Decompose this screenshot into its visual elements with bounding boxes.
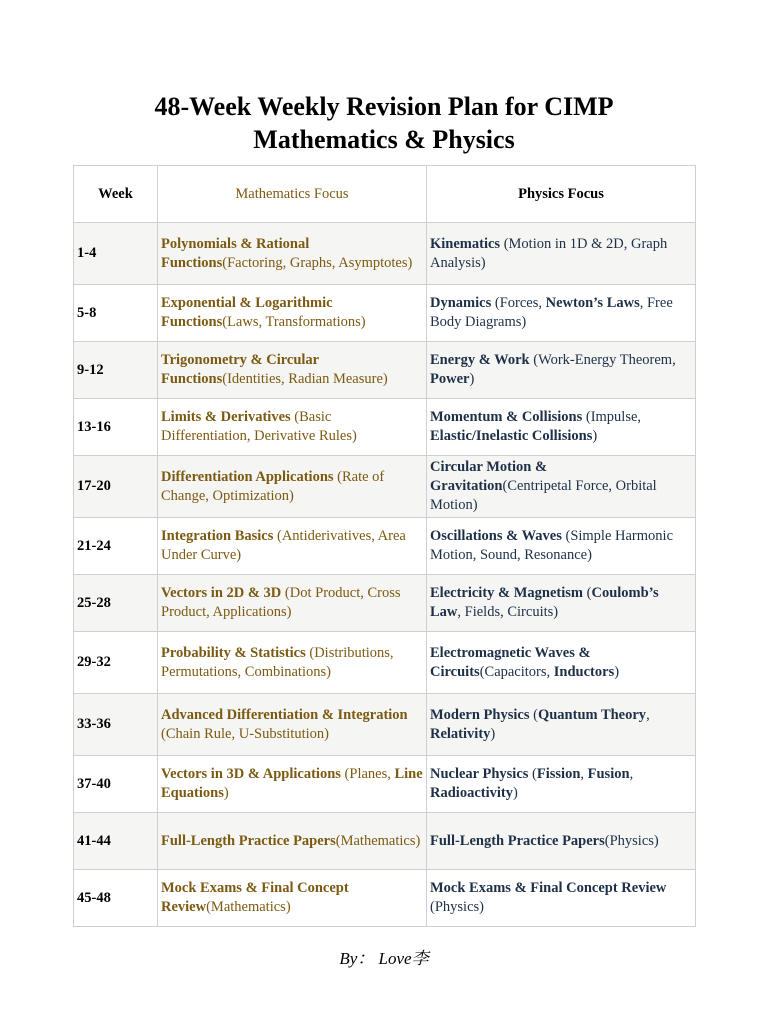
physics-focus-text: Relativity	[430, 725, 491, 742]
math-focus-text: (Rate of Change, Optimization)	[161, 468, 385, 504]
math-focus-cell	[158, 399, 427, 456]
math-focus-text: Polynomials & Rational Functions	[161, 235, 310, 271]
physics-focus-text: (Forces,	[491, 295, 546, 311]
physics-focus-text: )	[592, 428, 598, 444]
physics-focus-text: (	[529, 706, 538, 723]
physics-focus-text: (Physics)	[604, 832, 659, 849]
physics-focus-cell	[427, 756, 696, 813]
title-line-1: 48-Week Weekly Revision Plan for CIMP	[154, 92, 614, 121]
physics-focus-cell	[427, 632, 696, 694]
physics-focus-text: (	[528, 766, 537, 782]
table-row	[74, 223, 696, 285]
math-focus-text: Line Equations	[161, 766, 423, 801]
math-focus-cell	[158, 285, 427, 342]
table-row	[74, 399, 696, 456]
math-focus-cell	[158, 870, 427, 927]
math-focus-text: (Antiderivatives, Area Under Curve)	[161, 528, 406, 563]
math-focus-cell	[158, 632, 427, 694]
week-cell: 29-32	[74, 632, 158, 694]
physics-focus-text: Electricity & Magnetism	[430, 585, 584, 601]
math-focus-text: Differentiation Applications	[161, 468, 334, 485]
math-focus-cell	[158, 575, 427, 632]
physics-focus-cell	[427, 456, 696, 518]
physics-focus-text: Mock Exams & Final Concept Review	[430, 880, 667, 896]
title-line-2: Mathematics & Physics	[253, 125, 515, 154]
physics-focus-text: Momentum & Collisions	[430, 409, 583, 425]
header-math: Mathematics Focus	[158, 166, 427, 223]
math-focus-text: (Dot Product, Cross Product, Applications)	[161, 585, 401, 620]
math-focus-text: Vectors in 3D & Applications	[161, 766, 341, 782]
table-row	[74, 518, 696, 575]
byline: By： Love李	[339, 949, 429, 968]
math-focus-text: Trigonometry & Circular Functions	[161, 352, 319, 387]
physics-focus-text: )	[614, 663, 620, 680]
physics-focus-text: Modern Physics	[430, 706, 530, 723]
math-focus-text: Vectors in 2D & 3D	[161, 585, 282, 601]
math-focus-text: (Identities, Radian Measure)	[222, 371, 388, 387]
physics-focus-text: Quantum Theory	[537, 706, 647, 723]
physics-focus-cell	[427, 399, 696, 456]
physics-focus-text: Fission	[536, 766, 581, 782]
physics-focus-text: , Fields, Circuits)	[457, 604, 559, 620]
table-row	[74, 694, 696, 756]
week-cell: 25-28	[74, 575, 158, 632]
week-cell: 37-40	[74, 756, 158, 813]
math-focus-text: Full-Length Practice Papers	[161, 832, 336, 849]
page-title	[0, 90, 768, 156]
physics-focus-text: Newton’s Laws	[545, 295, 640, 311]
math-focus-text: )	[223, 785, 229, 801]
table-row	[74, 756, 696, 813]
physics-focus-text: Energy & Work	[430, 352, 530, 368]
table-header-row	[74, 166, 696, 223]
math-focus-cell	[158, 813, 427, 870]
physics-focus-text: Nuclear Physics	[430, 766, 529, 782]
physics-focus-text: Full-Length Practice Papers	[430, 832, 605, 849]
physics-focus-text: Electromagnetic Waves & Circuits	[430, 644, 591, 680]
table-row	[74, 456, 696, 518]
math-focus-text: (Distributions, Permutations, Combinations)	[161, 644, 394, 680]
physics-focus-text: (Physics)	[430, 899, 484, 915]
physics-focus-text: Fusion	[587, 766, 630, 782]
physics-focus-cell	[427, 518, 696, 575]
physics-focus-text: (Impulse,	[582, 409, 642, 425]
week-cell: 9-12	[74, 342, 158, 399]
table-row	[74, 870, 696, 927]
math-focus-cell	[158, 756, 427, 813]
physics-focus-cell	[427, 223, 696, 285]
math-focus-cell	[158, 223, 427, 285]
physics-focus-text: (Centripetal Force, Orbital Motion)	[430, 478, 657, 513]
physics-focus-text: )	[512, 785, 518, 801]
physics-focus-text: Coulomb’s Law	[430, 585, 659, 620]
table-row	[74, 575, 696, 632]
physics-focus-text: Inductors	[553, 663, 615, 680]
physics-focus-text: Dynamics	[430, 295, 492, 311]
table-body	[74, 223, 696, 927]
table-row	[74, 632, 696, 694]
physics-focus-text: Elastic/Inelastic Collisions	[430, 428, 593, 444]
physics-focus-text: (Simple Harmonic Motion, Sound, Resonance)	[430, 528, 674, 563]
physics-focus-text: Circular Motion & Gravitation	[430, 459, 548, 494]
table-row	[74, 342, 696, 399]
week-cell: 13-16	[74, 399, 158, 456]
math-focus-cell	[158, 518, 427, 575]
physics-focus-text: Kinematics	[430, 235, 501, 252]
header-physics: Physics Focus	[427, 166, 696, 223]
math-focus-text: (Basic Differentiation, Derivative Rules)	[161, 409, 357, 444]
week-cell: 33-36	[74, 694, 158, 756]
physics-focus-cell	[427, 870, 696, 927]
math-focus-text: (Planes,	[340, 766, 395, 782]
math-focus-text: Exponential & Logarithmic Functions	[161, 295, 333, 330]
math-focus-text: Integration Basics	[161, 528, 274, 544]
math-focus-text: Advanced Differentiation & Integration	[161, 706, 408, 723]
physics-focus-cell	[427, 694, 696, 756]
math-focus-cell	[158, 342, 427, 399]
table-row	[74, 813, 696, 870]
week-cell: 1-4	[74, 223, 158, 285]
physics-focus-text: )	[469, 371, 475, 387]
math-focus-text: Probability & Statistics	[161, 644, 306, 661]
math-focus-cell	[158, 694, 427, 756]
header-week: Week	[74, 166, 158, 223]
physics-focus-text: ,	[629, 766, 634, 782]
physics-focus-text: ,	[646, 706, 650, 723]
physics-focus-text: (Capacitors,	[479, 663, 554, 680]
physics-focus-text: , Free Body Diagrams)	[430, 295, 673, 330]
physics-focus-text: (	[583, 585, 592, 601]
math-focus-cell	[158, 456, 427, 518]
math-focus-text: Limits & Derivatives	[161, 409, 291, 425]
table-row	[74, 285, 696, 342]
math-focus-text: (Chain Rule, U-Substitution)	[161, 725, 329, 742]
physics-focus-cell	[427, 575, 696, 632]
week-cell: 21-24	[74, 518, 158, 575]
physics-focus-text: )	[490, 725, 496, 742]
physics-focus-text: Oscillations & Waves	[430, 528, 562, 544]
revision-plan-table	[73, 165, 696, 927]
week-cell: 5-8	[74, 285, 158, 342]
physics-focus-cell	[427, 342, 696, 399]
math-focus-text: (Mathematics)	[206, 899, 291, 915]
physics-focus-text: ,	[580, 766, 588, 782]
math-focus-text: (Factoring, Graphs, Asymptotes)	[222, 254, 413, 271]
physics-focus-cell	[427, 285, 696, 342]
physics-focus-text: Radioactivity	[430, 785, 513, 801]
week-cell: 41-44	[74, 813, 158, 870]
week-cell: 17-20	[74, 456, 158, 518]
math-focus-text: (Laws, Transformations)	[222, 314, 366, 330]
physics-focus-text: Power	[430, 371, 470, 387]
physics-focus-text: (Motion in 1D & 2D, Graph Analysis)	[430, 235, 668, 271]
math-focus-text: Mock Exams & Final Concept Review	[161, 880, 349, 915]
math-focus-text: (Mathematics)	[335, 832, 421, 849]
physics-focus-cell	[427, 813, 696, 870]
physics-focus-text: (Work-Energy Theorem,	[529, 352, 676, 368]
week-cell: 45-48	[74, 870, 158, 927]
